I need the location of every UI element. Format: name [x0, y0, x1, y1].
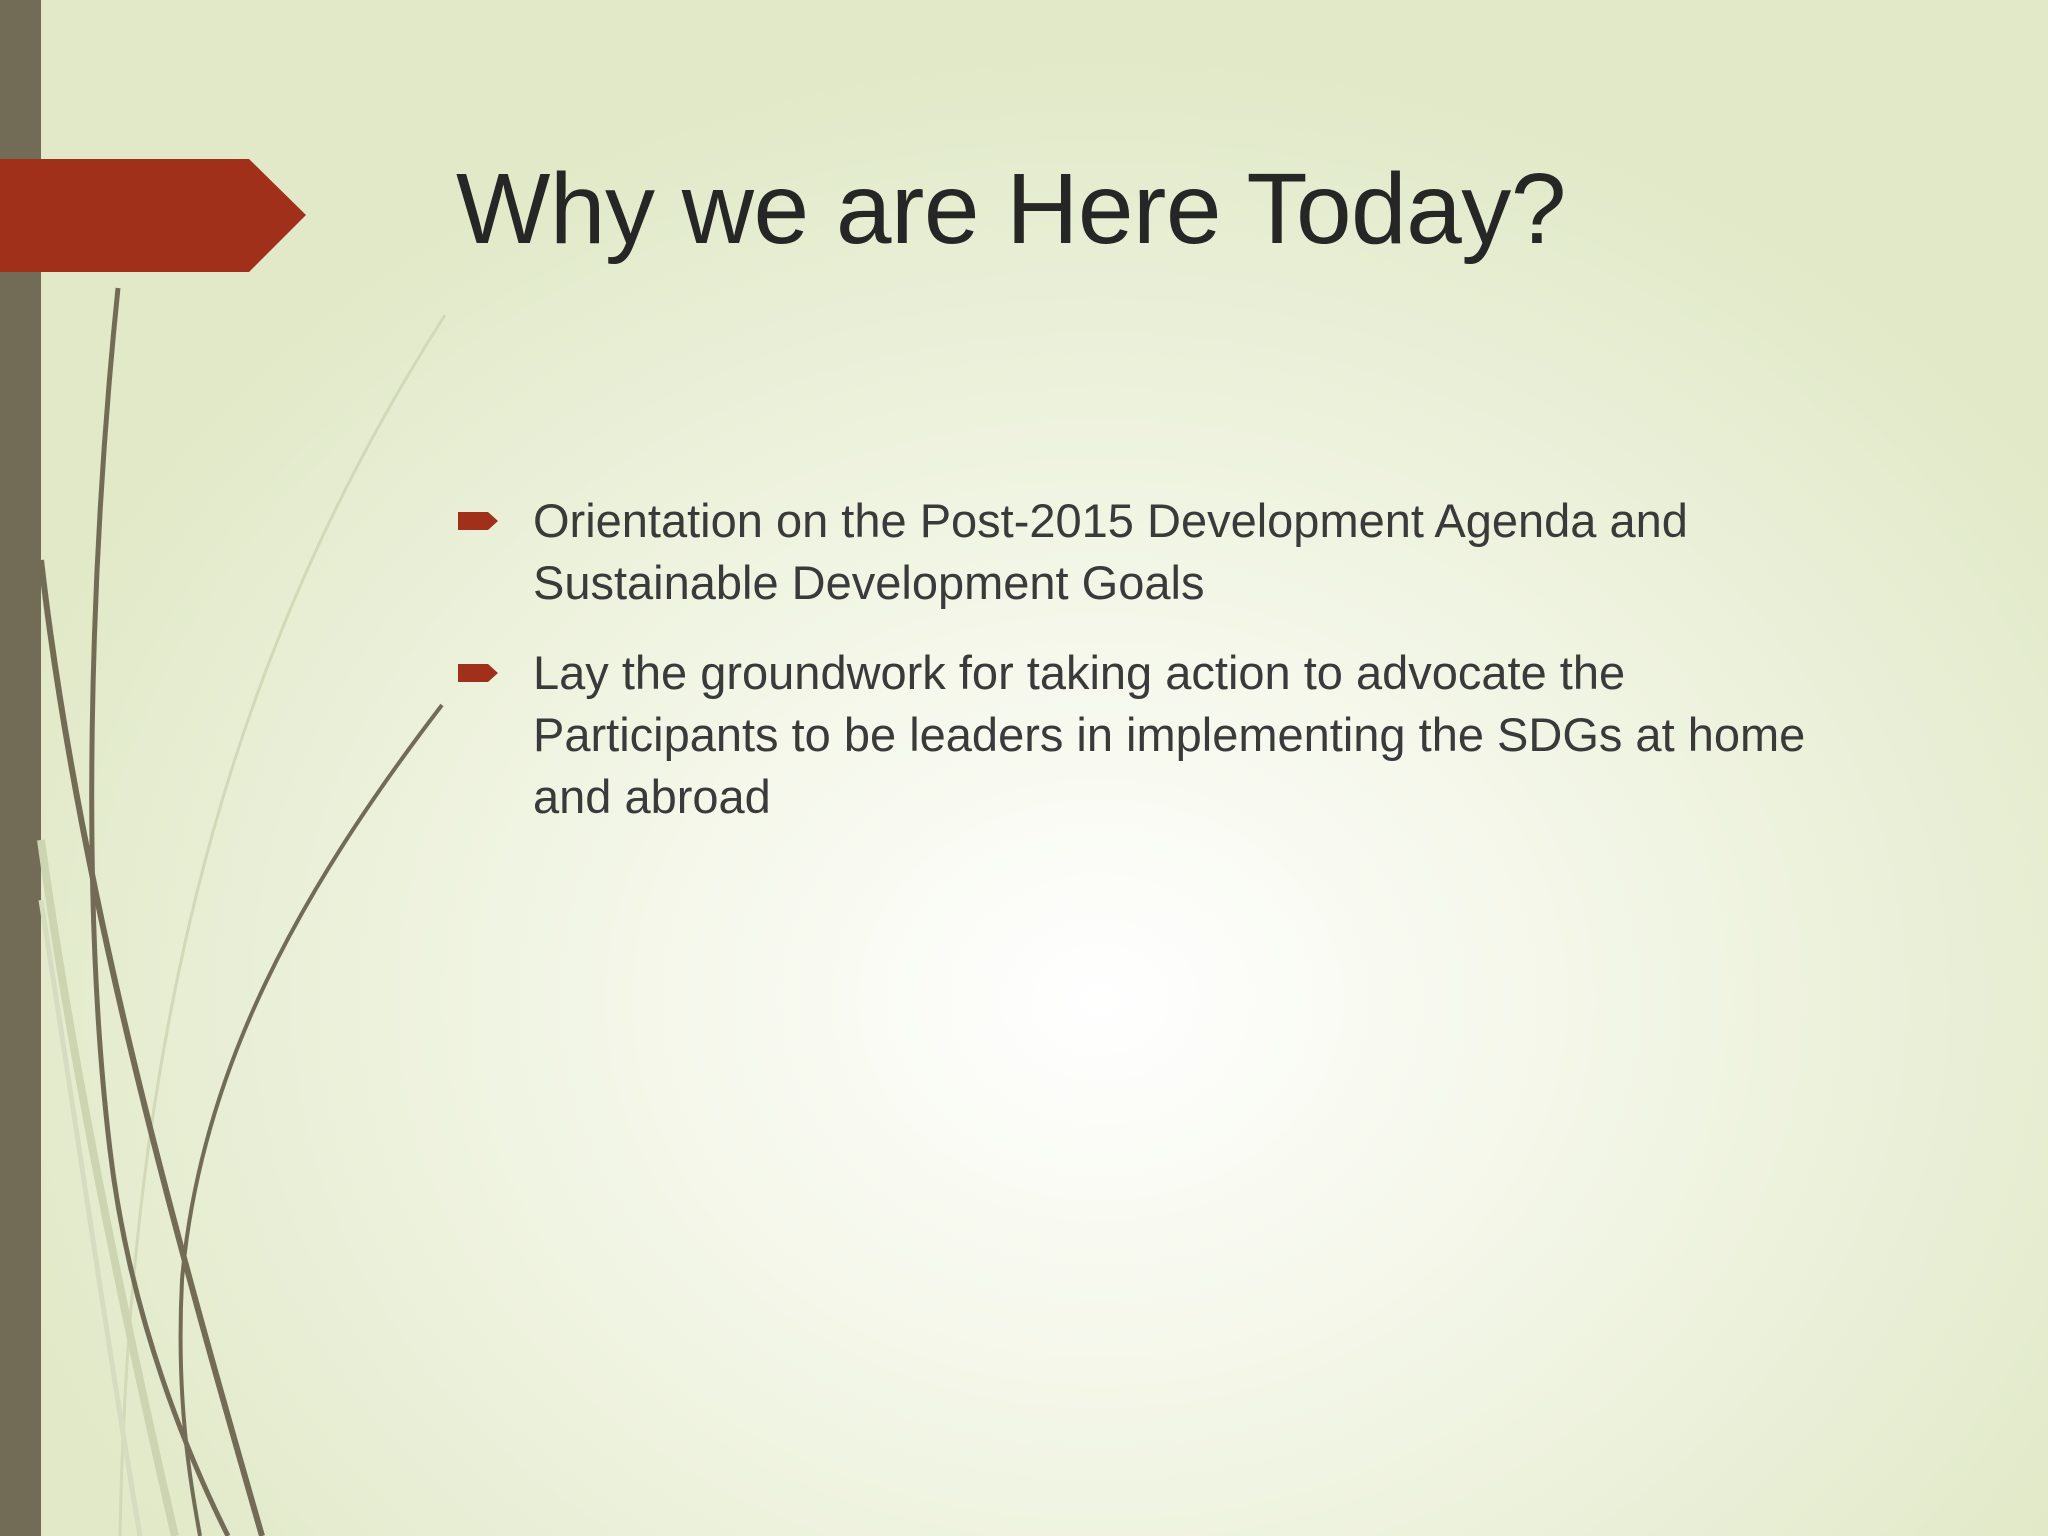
title-arrow-icon: [0, 159, 310, 279]
arrow-bullet-icon: [458, 510, 500, 532]
slide-title: Why we are Here Today?: [456, 153, 1566, 265]
bullet-item: [456, 642, 1856, 828]
arrow-bullet-icon: [458, 662, 500, 684]
bullet-text: Lay the groundwork for taking action to advocate the Participants to be leaders in implementing the SDGs at home and abroad: [533, 646, 1806, 823]
bullet-list: [456, 490, 1856, 856]
bullet-item: [456, 490, 1856, 614]
bullet-text: Orientation on the Post-2015 Development Agenda and Sustainable Development Goals: [533, 494, 1688, 609]
